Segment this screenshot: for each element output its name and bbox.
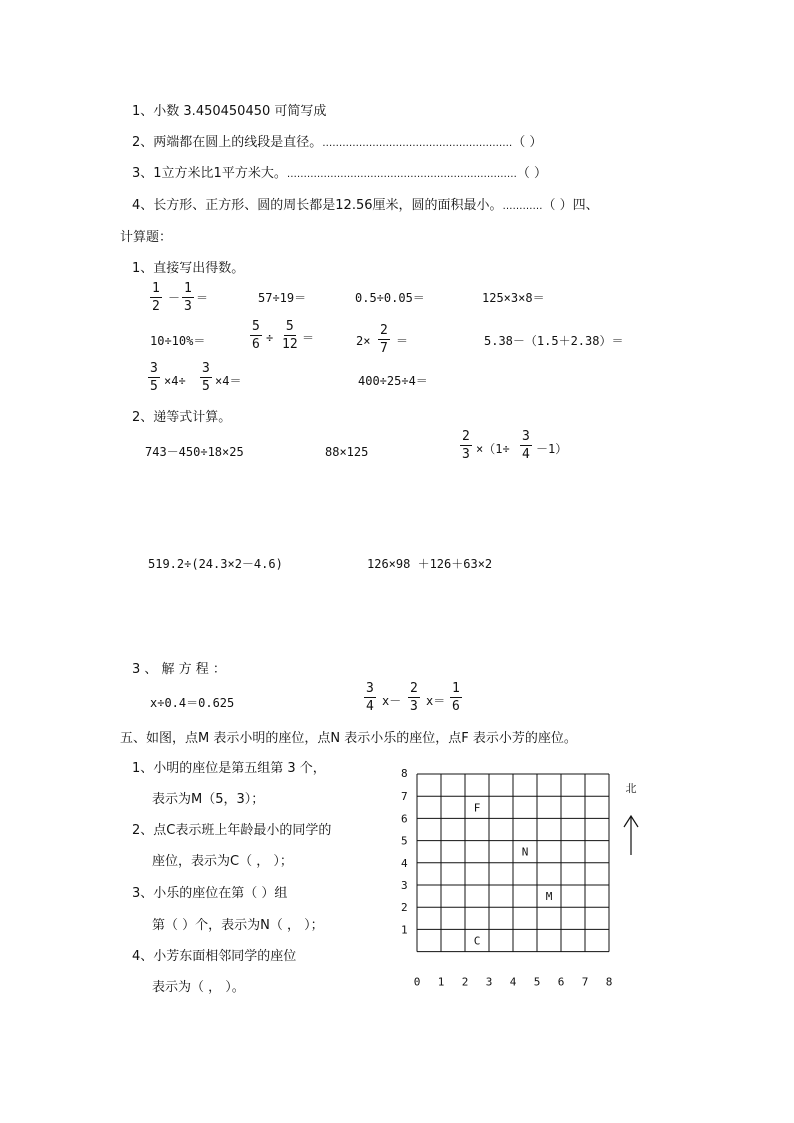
fraction (148, 360, 160, 395)
numerator: 2 (410, 681, 418, 696)
x-axis-label: 3 (485, 975, 493, 989)
item-number: 1、 (132, 104, 154, 119)
answer-blank[interactable]: （ ） (516, 166, 547, 181)
x-axis-label: 4 (509, 975, 517, 989)
seat-point-N: N (521, 845, 529, 859)
calc-item: 5.38－（1.5＋2.38）＝ (484, 334, 624, 348)
operator: ×4÷ (164, 374, 186, 388)
calc-item: 400÷25÷4＝ (358, 374, 428, 388)
x-axis-label: 7 (581, 975, 589, 989)
leader-dots: ………… (502, 201, 543, 212)
y-axis-label: 7 (401, 790, 408, 804)
equation: x÷0.4＝0.625 (150, 696, 235, 710)
x-axis-label: 0 (413, 975, 421, 989)
denominator: 2 (152, 299, 160, 314)
calc-item: 125×3×8＝ (482, 291, 545, 305)
seat-point-C: C (473, 934, 481, 948)
equals: ＝ (302, 331, 315, 345)
fraction (364, 680, 376, 715)
q2-title: 2、递等式计算。 (132, 410, 232, 425)
denominator: 3 (184, 299, 192, 314)
x-axis-label: 8 (605, 975, 613, 989)
section-title-calc: 计算题： (120, 230, 173, 245)
denominator: 5 (202, 379, 210, 394)
fraction (280, 318, 300, 353)
section-heading: 四、 (572, 198, 599, 213)
seat-q3-line1: 3、小乐的座位在第（ ）组 (132, 886, 288, 901)
seat-q4-line1: 4、小芳东面相邻同学的座位 (132, 949, 297, 964)
answer-blank[interactable]: （ ） (512, 135, 543, 150)
y-axis-label: 3 (401, 879, 408, 892)
denominator: 7 (380, 341, 388, 356)
operator: x－ (382, 694, 402, 708)
seat-q1-line1: 1、小明的座位是第五组第 3 个， (132, 761, 326, 776)
answer-blank[interactable]: （ ） (542, 198, 573, 213)
calc-item: 519.2÷(24.3×2－4.6) (148, 557, 283, 571)
denominator: 12 (282, 337, 298, 352)
operator: 2× (356, 334, 371, 348)
calc-item: 88×125 (325, 445, 369, 459)
operator: ÷ (266, 331, 274, 345)
denominator: 4 (366, 699, 374, 714)
numerator: 1 (184, 281, 192, 296)
fraction (460, 428, 472, 463)
numerator: 2 (462, 429, 470, 444)
numerator: 3 (150, 361, 158, 376)
y-axis-label: 1 (401, 923, 408, 937)
y-axis-label: 6 (401, 812, 408, 826)
fraction (250, 318, 262, 353)
q1-title: 1、直接写出得数。 (132, 261, 245, 276)
seat-q1-line2: 表示为M（5，3）； (152, 792, 265, 807)
leader-dots: ………………………………………………… (322, 138, 513, 149)
numerator: 3 (522, 429, 530, 444)
item-number: 4、 (132, 198, 154, 213)
fraction (182, 280, 194, 315)
judgment-3 (132, 166, 547, 183)
x-axis-label: 2 (461, 975, 469, 989)
operator: ×（1÷ (476, 442, 510, 456)
equals: ＝ (196, 291, 209, 305)
section-title-seats: 五、如图，点M 表示小明的座位，点N 表示小乐的座位，点F 表示小芳的座位。 (120, 731, 577, 746)
fraction (520, 428, 532, 463)
numerator: 3 (366, 681, 374, 696)
operator: － (168, 291, 181, 305)
x-axis-label: 6 (557, 975, 565, 989)
fraction (408, 680, 420, 715)
y-axis-label: 5 (401, 834, 408, 848)
north-label: 北 (625, 782, 637, 795)
judgment-1 (132, 104, 326, 120)
question-text: 小数 3.450450450 可简写成 (153, 104, 327, 119)
leader-dots: …………………………………………………………… (286, 169, 517, 180)
operator: －1） (536, 442, 568, 456)
y-axis-label: 8 (401, 767, 408, 780)
numerator: 5 (252, 319, 260, 334)
numerator: 2 (380, 323, 388, 338)
judgment-2 (132, 135, 542, 152)
denominator: 6 (252, 337, 260, 352)
fraction (450, 680, 462, 715)
denominator: 6 (452, 699, 460, 714)
calc-item: 10÷10%＝ (150, 334, 206, 348)
seat-point-F: F (473, 801, 481, 815)
numerator: 1 (152, 281, 160, 296)
question-text: 1立方米比1平方米大。 (153, 166, 287, 181)
calc-item: 0.5÷0.05＝ (355, 291, 425, 305)
seat-q4-line2: 表示为（ ， ）。 (152, 980, 245, 995)
denominator: 5 (150, 379, 158, 394)
seat-q2-line2: 座位，表示为C（ ， ）； (152, 854, 293, 869)
x-axis-label: 1 (437, 975, 445, 989)
numerator: 5 (285, 319, 294, 334)
y-axis-label: 2 (401, 901, 408, 915)
seat-grid (395, 765, 655, 995)
calc-item: 743－450÷18×25 (145, 445, 244, 459)
equals: ＝ (396, 334, 409, 348)
judgment-4 (132, 198, 599, 215)
denominator: 3 (462, 447, 470, 462)
denominator: 4 (522, 447, 530, 462)
fraction (200, 360, 212, 395)
seat-point-M: M (545, 890, 553, 904)
numerator: 3 (202, 361, 210, 376)
operator: ×4＝ (215, 374, 242, 388)
seat-q2-line1: 2、点C表示班上年龄最小的同学的 (132, 823, 332, 838)
calc-item: 126×98 ＋126＋63×2 (367, 557, 493, 571)
operator: x＝ (426, 694, 446, 708)
denominator: 3 (410, 699, 418, 714)
question-text: 长方形、正方形、圆的周长都是12.56厘米，圆的面积最小。 (153, 198, 503, 213)
item-number: 3、 (132, 166, 154, 181)
y-axis-label: 4 (401, 856, 408, 870)
q3-title: 3 、 解 方 程 ： (132, 662, 226, 677)
question-text: 两端都在圆上的线段是直径。 (153, 135, 323, 150)
item-number: 2、 (132, 135, 154, 150)
seat-q3-line2: 第（ ）个，表示为N（ ， ）； (152, 918, 324, 933)
calc-item: 57÷19＝ (258, 291, 307, 305)
x-axis-label: 5 (533, 975, 541, 989)
numerator: 1 (452, 681, 460, 696)
fraction (378, 322, 390, 357)
fraction (150, 280, 162, 315)
